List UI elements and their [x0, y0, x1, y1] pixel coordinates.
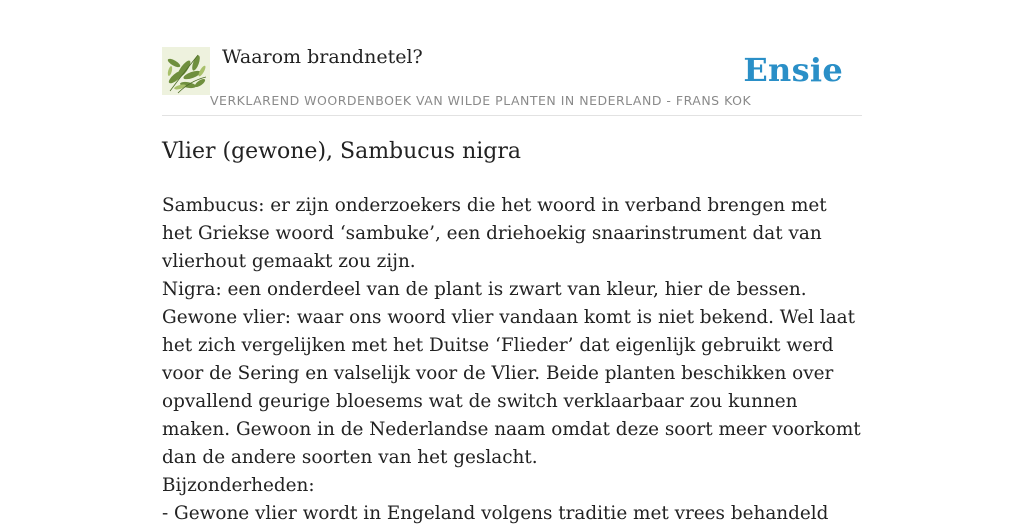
paragraph-nigra: Nigra: een onderdeel van de plant is zwart van kleur, hier de bessen.	[162, 279, 807, 300]
paragraph-gewone-vlier: Gewone vlier: waar ons woord vlier vandaan komt is niet bekend. Wel laat het zich vergelijken met het Duitse ‘Flieder’ dat eigenlijk gebruikt werd voor de Sering en valselijk voor de Vlier. Beide planten beschikken over opvallend geurige bloesems wat de switch verklaarbaar zou kunnen maken. Gewoon in de Nederlandse naam omdat deze soort meer voorkomt dan de andere soorten van het geslacht.	[162, 307, 861, 468]
fern-leaves-icon	[162, 47, 210, 95]
header-divider	[162, 115, 862, 116]
paragraph-sambucus: Sambucus: er zijn onderzoekers die het woord in verband brengen met het Griekse woord ‘sambuke’, een driehoekig snaarinstrument dat van vlierhout gemaakt zou zijn.	[162, 195, 827, 272]
dictionary-subtitle[interactable]: VERKLAREND WOORDENBOEK VAN WILDE PLANTEN IN NEDERLAND - FRANS KOK	[210, 93, 752, 108]
ensie-logo[interactable]: Ensie	[743, 51, 843, 89]
blog-title[interactable]: Waarom brandnetel?	[222, 46, 423, 68]
entry-content	[162, 192, 862, 528]
paragraph-bijzonderheden: Bijzonderheden:	[162, 475, 315, 496]
avatar[interactable]	[162, 47, 210, 95]
entry-title: Vlier (gewone), Sambucus nigra	[162, 139, 522, 164]
list-item: - Gewone vlier wordt in Engeland volgens traditie met vrees behandeld	[162, 503, 829, 524]
bijzonderheden-list	[162, 500, 862, 528]
